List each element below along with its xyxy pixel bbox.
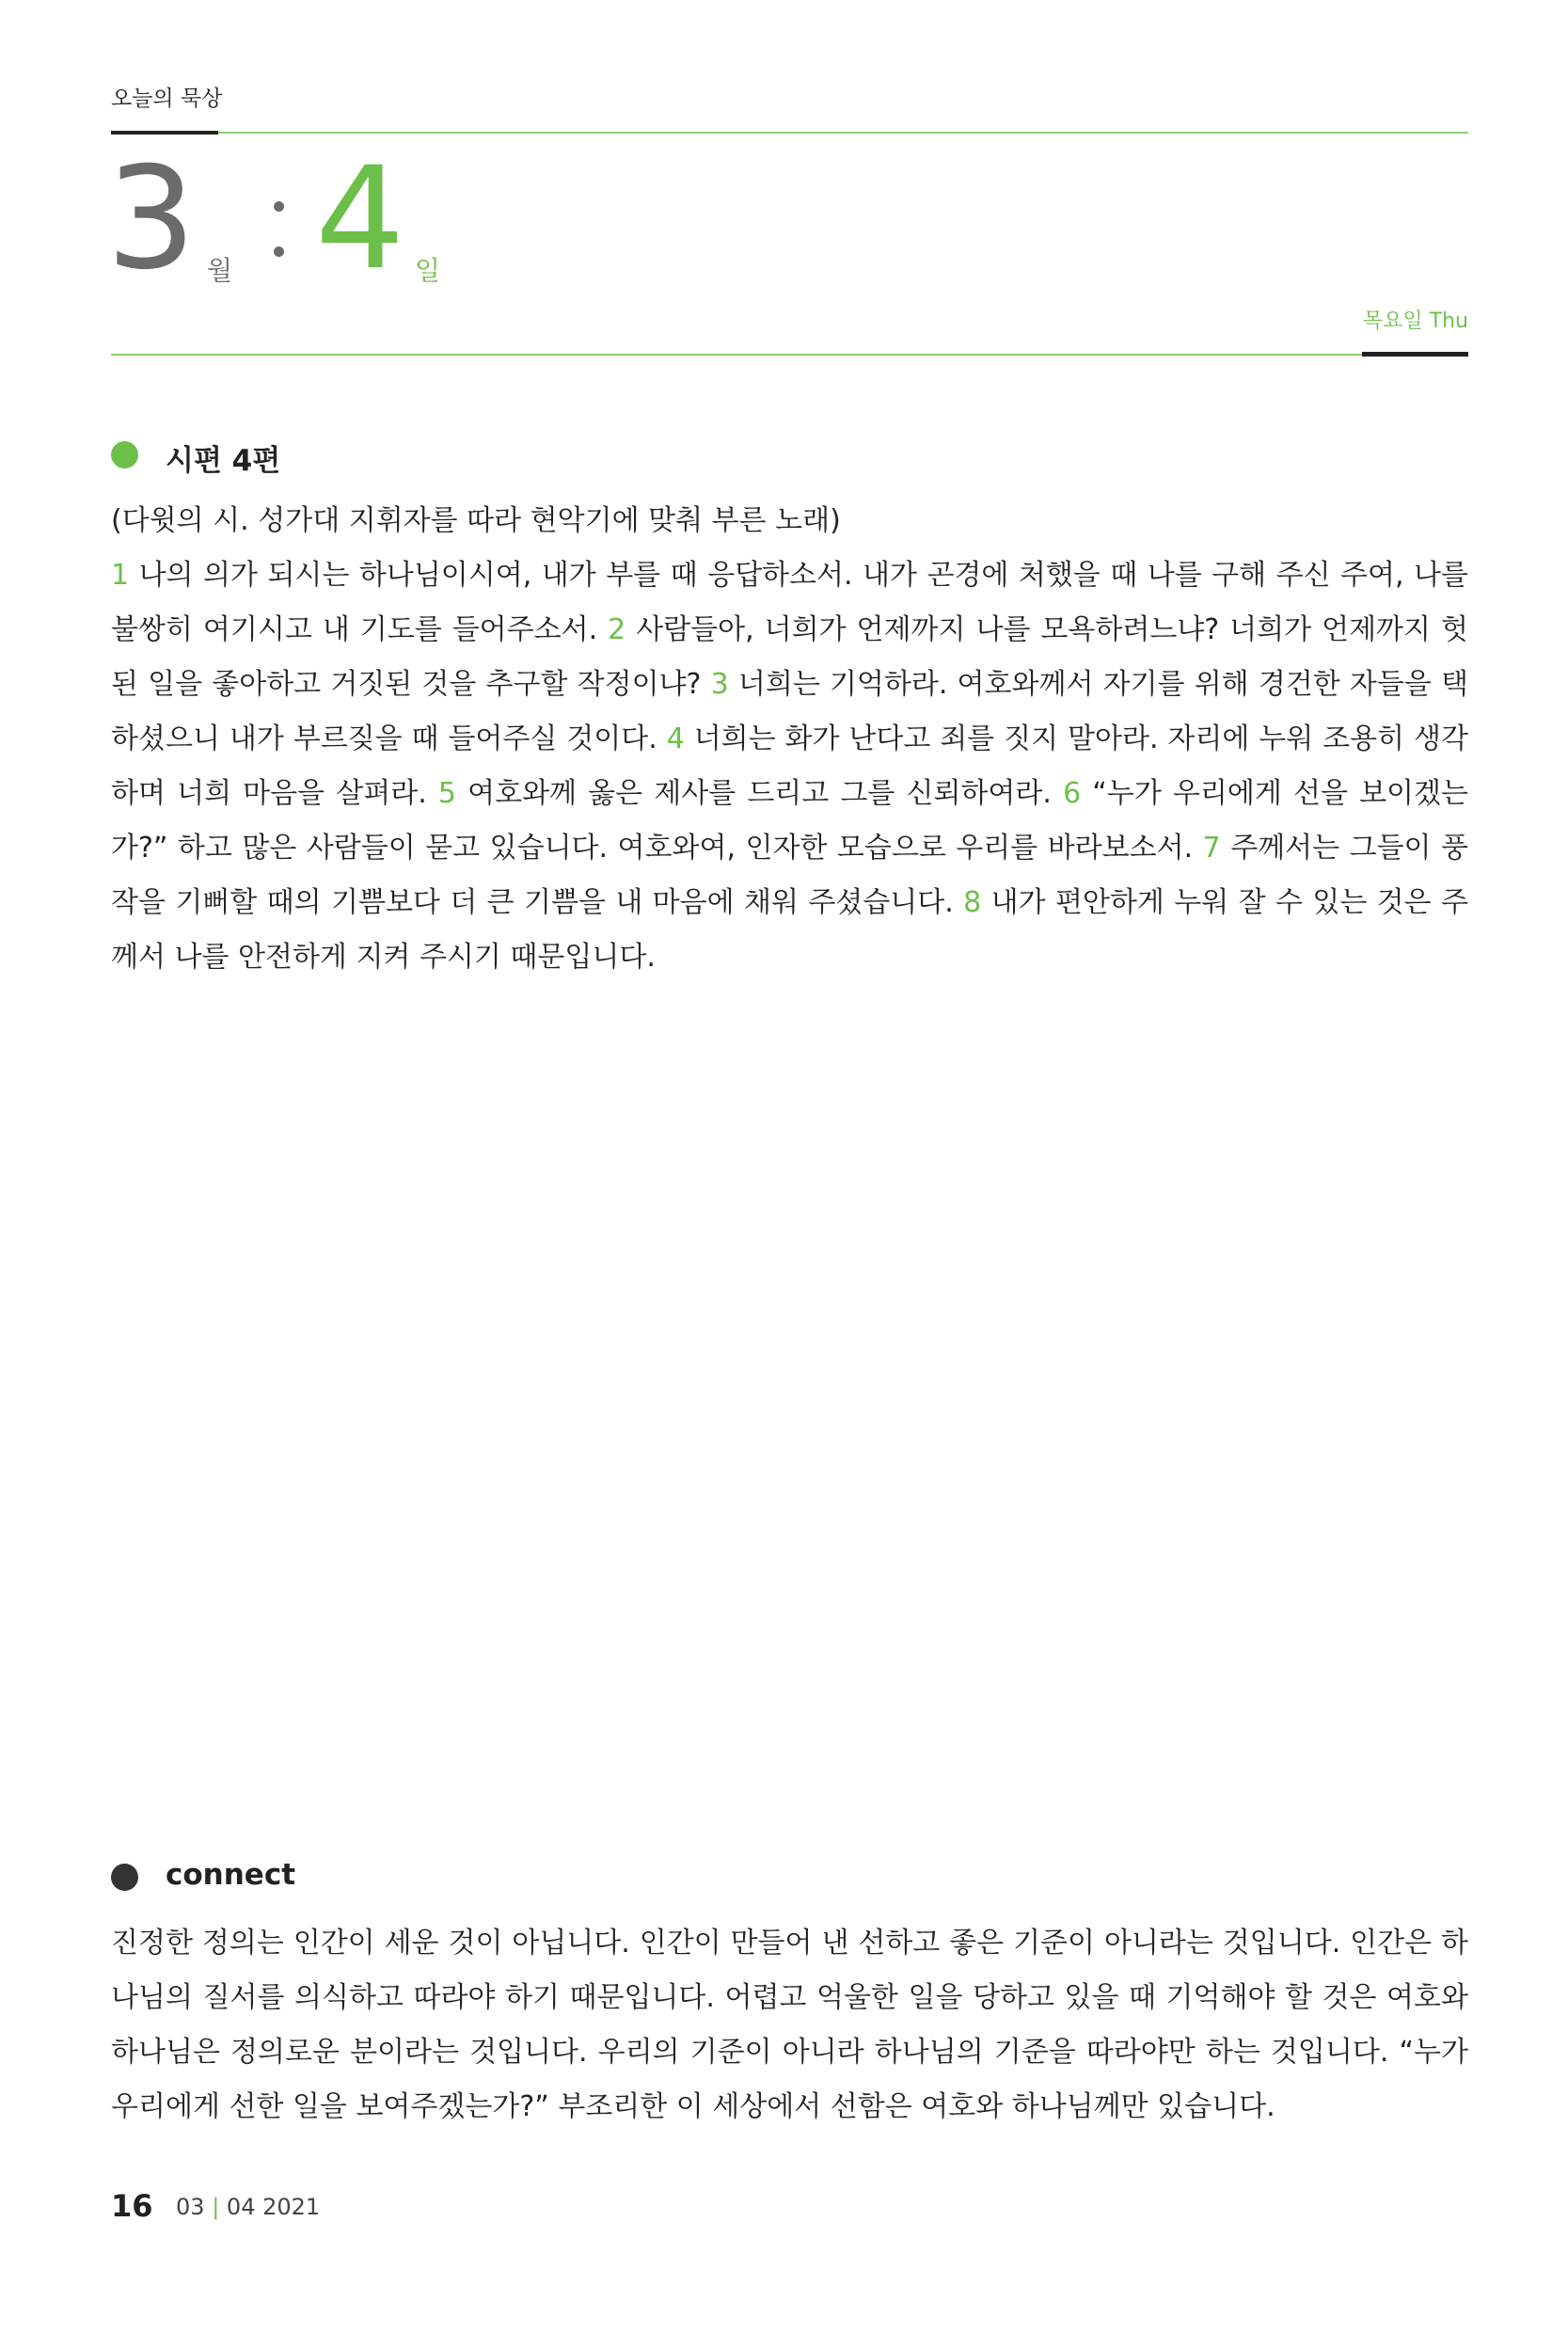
header-divider xyxy=(111,354,1468,356)
top-divider xyxy=(218,132,1468,134)
day-unit: 일 xyxy=(415,255,441,286)
verse-number: 7 xyxy=(1202,832,1221,865)
connect-heading: connect xyxy=(166,1858,296,1892)
connect-bullet-icon xyxy=(111,1864,138,1891)
verse-number: 2 xyxy=(608,613,626,646)
verse-number: 1 xyxy=(111,559,130,592)
verse-text: 나의 의가 되시는 하나님이시여, 내가 부를 때 응답하소서. 내가 곤경에 처했을 때 나를 구해 주신 주여, 나를 불쌍히 여기시고 내 기도를 들어주소서. xyxy=(111,559,1468,646)
verse-number: 5 xyxy=(437,777,456,810)
verse-number: 6 xyxy=(1063,777,1082,810)
verse-text: 너희는 화가 난다고 죄를 짓지 말아라. 자리에 누워 조용히 생각하며 너희 마음을 살펴라. xyxy=(111,722,1468,810)
verse-text: 사람들아, 너희가 언제까지 나를 모욕하려느냐? 너희가 언제까지 헛된 일을 좋아하고 거짓된 것을 추구할 작정이냐? xyxy=(111,613,1468,701)
scripture-bullet-icon xyxy=(111,441,138,468)
section-label: 오늘의 묵상 xyxy=(111,87,223,111)
verse-text: “누가 우리에게 선을 보이겠는가?” 하고 많은 사람들이 묻고 있습니다. 여호와여, 인자한 모습으로 우리를 바라보소서. xyxy=(111,777,1468,865)
page-number: 16 xyxy=(111,2188,153,2224)
footer-month: 03 xyxy=(176,2194,205,2220)
verse-text: 내가 편안하게 누워 잘 수 있는 것은 주께서 나를 안전하게 지켜 주시기 때문입니다. xyxy=(111,886,1469,974)
scripture-body xyxy=(111,494,1468,985)
verse-number: 3 xyxy=(710,668,729,701)
month-unit: 월 xyxy=(207,255,233,286)
month-numeral: 3 xyxy=(106,137,193,301)
footer-day-year: 04 2021 xyxy=(226,2194,321,2220)
colon-separator xyxy=(274,201,284,271)
footer-date xyxy=(176,2194,320,2220)
verse-text: 너희는 기억하라. 여호와께서 자기를 위해 경건한 자들을 택하셨으니 내가 부르짖을 때 들어주실 것이다. xyxy=(111,668,1468,755)
verse-text: 주께서는 그들이 풍작을 기뻐할 때의 기쁨보다 더 큰 기쁨을 내 마음에 채워 주셨습니다. xyxy=(111,832,1468,919)
weekday-underline xyxy=(1362,352,1468,357)
section-label-underline xyxy=(111,131,218,135)
verse-number: 8 xyxy=(963,886,982,919)
footer-separator: | xyxy=(212,2194,220,2220)
scripture-heading: 시편 4편 xyxy=(166,444,281,478)
connect-body: 진정한 정의는 인간이 세운 것이 아닙니다. 인간이 만들어 낸 선하고 좋은 기준이 아니라는 것입니다. 인간은 하나님의 질서를 의식하고 따라야 하기 때문입니다. 어렵고 억울한 일을 당하고 있을 때 기억해야 할 것은 여호와 하나님은 정의로운 분이라는 것입니다. 우리의 기준이 아니라 하나님의 기준을 따라야만 하는 것입니다. “누가 우리에게 선한 일을 보여주겠는가?” 부조리한 이 세상에서 선함은 여호와 하나님께만 있습니다. xyxy=(111,1927,1468,2123)
weekday-label: 목요일 Thu xyxy=(1362,309,1468,333)
verse-number: 4 xyxy=(666,722,685,755)
verse-text: 여호와께 옳은 제사를 드리고 그를 신뢰하여라. xyxy=(467,777,1052,810)
scripture-intro: (다윗의 시. 성가대 지휘자를 따라 현악기에 맞춰 부른 노래) xyxy=(111,504,841,537)
day-numeral: 4 xyxy=(315,137,402,301)
